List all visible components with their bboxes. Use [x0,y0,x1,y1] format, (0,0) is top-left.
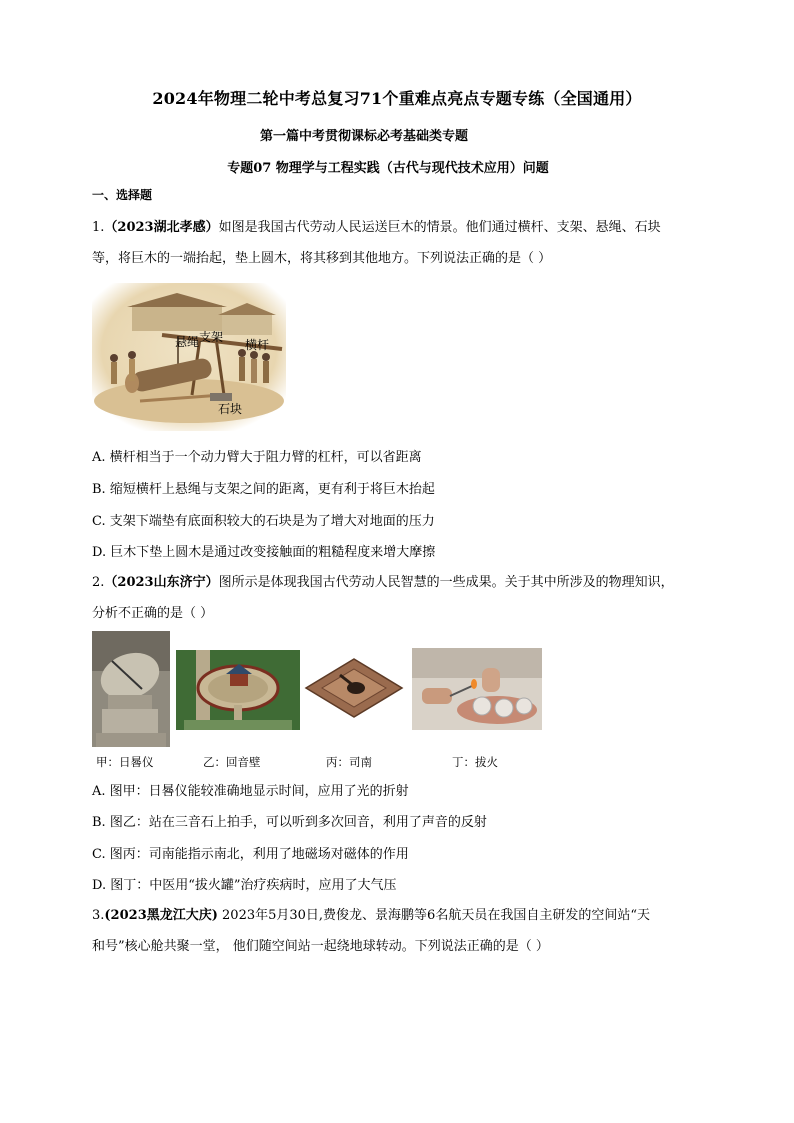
question-1-text [92,212,704,274]
figure-label-lever: 横杆 [245,338,270,352]
question-3-text [92,900,704,962]
question-number: 3. [92,908,105,923]
caption-sundial: 甲：日晷仪 [96,755,154,769]
question-line: 分析不正确的是（ ） [92,606,214,621]
question-line: 2023年5月30日,费俊龙、景海鹏等6名航天员在我国自主研发的空间站“天 [217,908,650,923]
question-line: 图所示是体现我国古代劳动人民智慧的一些成果。关于其中所涉及的物理知识， [218,575,674,590]
caption-cupping: 丁：拔火 [452,755,498,769]
figure-label-stone: 石块 [218,402,243,416]
question-number: 2. [92,575,105,590]
option-b: B. 图乙：站在三音石上拍手，可以听到多次回音，利用了声音的反射 [92,815,487,830]
question-2-text [92,567,704,629]
cupping-image [412,648,542,730]
question-line: 等，将巨木的一端抬起，垫上圆木，将其移到其他地方。下列说法正确的是（ ） [92,251,552,266]
figure-label-support: 支架 [199,330,224,344]
question-line: 如图是我国古代劳动人民运送巨木的情景。他们通过横杆、支架、悬绳、石块 [218,220,661,235]
question-number: 1. [92,220,105,235]
option-c: C. 支架下端垫有底面积较大的石块是为了增大对地面的压力 [92,514,435,529]
south-pointer-image [304,657,404,719]
option-a: A. 横杆相当于一个动力臂大于阻力臂的杠杆，可以省距离 [92,450,422,465]
caption-south-pointer: 丙：司南 [326,755,372,769]
caption-echo-wall: 乙：回音壁 [203,755,261,769]
option-c: C. 图丙：司南能指示南北，利用了地磁场对磁体的作用 [92,847,409,862]
question-source: (2023黑龙江大庆) [104,908,218,923]
section-heading: 第一篇中考贯彻课标必考基础类专题 [259,129,468,144]
question-source: （2023山东济宁） [104,575,219,590]
echo-wall-image [176,650,300,730]
option-a: A. 图甲：日晷仪能较准确地显示时间，应用了光的折射 [92,784,409,799]
option-d: D. 图丁：中医用“拔火罐”治疗疾病时，应用了大气压 [92,878,397,893]
sundial-image [92,631,170,747]
question-line: 和号”核心舱共聚一堂， 他们随空间站一起绕地球转动。下列说法正确的是（ ） [92,939,549,954]
giant-log-transport-image [92,283,286,431]
option-d: D. 巨木下垫上圆木是通过改变接触面的粗糙程度来增大摩擦 [92,545,436,560]
topic-heading: 专题07 物理学与工程实践（古代与现代技术应用）问题 [227,161,549,176]
page-title: 2024年物理二轮中考总复习71个重难点亮点专题专练（全国通用） [152,89,642,108]
option-b: B. 缩短横杆上悬绳与支架之间的距离，更有利于将巨木抬起 [92,482,435,497]
question-type-heading: 一、选择题 [92,188,153,202]
giant-log-transport-illustration [92,283,286,431]
figure-label-rope: 悬绳 [175,335,200,349]
question-source: （2023湖北孝感） [104,220,219,235]
